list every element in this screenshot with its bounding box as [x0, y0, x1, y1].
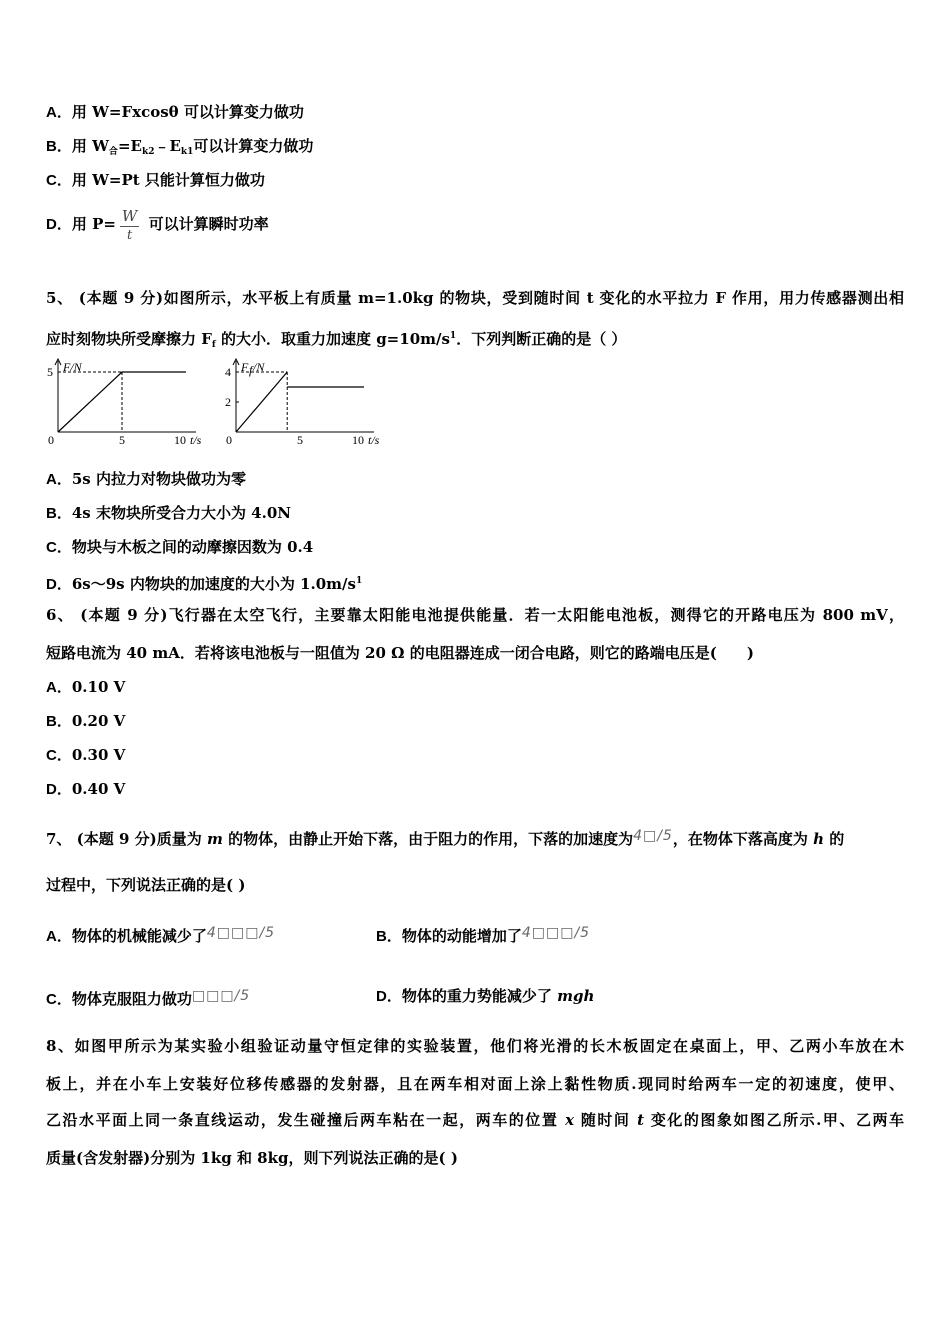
y-tick-label: 5: [47, 365, 53, 379]
option-letter: C．: [46, 991, 72, 1008]
chart-ff-vs-t: [218, 355, 398, 454]
option-text: 物体的重力势能减少了: [401, 987, 558, 1005]
stem-text: 应时刻物块所受摩擦力 F: [46, 330, 212, 348]
q7-option-a: [46, 923, 275, 947]
option-text: 物体克服阻力做功: [71, 990, 192, 1008]
x-tick-label: 0: [226, 433, 232, 447]
option-text: 物体的机械能减少了: [71, 927, 207, 945]
stem-text: 变化的图象如图乙所示.甲、乙两车: [644, 1111, 904, 1129]
q6-stem-line1: 6、 (本题 9 分)飞行器在太空飞行，主要靠太阳能电池提供能量．若一太阳能电池板，测得它的开路电压为 800 mV，: [46, 606, 904, 624]
q4-option-a: [46, 102, 304, 123]
x-tick-label: 10: [174, 433, 186, 447]
option-text: 0.20 V: [71, 712, 126, 730]
q4-option-d: [46, 204, 269, 245]
option-text: 用 W=Fxcosθ 可以计算变力做功: [71, 103, 304, 121]
q7-option-d: [376, 986, 594, 1007]
option-text: 0.30 V: [71, 746, 126, 764]
q5-stem-line2: [46, 326, 626, 355]
q5-stem-line1: 5、 (本题 9 分)如图所示，水平板上有质量 m=1.0kg 的物块，受到随时间 t 变化的水平拉力 F 作用，用力传感器测出相: [46, 289, 904, 307]
q5-option-b: [46, 503, 291, 524]
q7-stem-line1: [46, 826, 844, 849]
subscript: f: [211, 340, 216, 350]
x-axis-label: t/s: [368, 433, 380, 447]
chart-ff-vs-t-svg: [218, 355, 398, 450]
q7-option-b: [376, 923, 590, 947]
option-letter: B．: [46, 505, 72, 522]
x-tick-label: 5: [119, 433, 125, 447]
formula-image-glyph: □□□/5: [191, 988, 251, 1004]
chart-f-vs-t: [40, 355, 220, 454]
stem-text: 的大小．取重力加速度 g=10m/s: [215, 330, 450, 348]
y-axis-label: F/N: [63, 360, 82, 374]
option-text: 可以计算瞬时功率: [143, 215, 269, 233]
q7-stem-line2: 过程中，下列说法正确的是( ): [46, 876, 246, 894]
q6-option-d: [46, 779, 125, 800]
option-text: ﹣E: [154, 137, 181, 155]
option-letter: A．: [46, 679, 72, 696]
formula-image-glyph: 4□□□/5: [206, 925, 276, 941]
option-letter: C．: [46, 172, 72, 189]
y-tick-label: 4: [225, 365, 231, 379]
q5-option-a: [46, 469, 246, 490]
x-tick-label: 10: [352, 433, 364, 447]
q5-option-d: [46, 571, 362, 595]
y-axis-label-subscript: f: [249, 363, 253, 377]
option-text: 用 W=Pt 只能计算恒力做功: [71, 171, 265, 189]
stem-text: ，在物体下落高度为: [672, 830, 814, 848]
option-text: 用 W: [71, 137, 109, 155]
option-text: 物体的动能增加了: [401, 927, 522, 945]
option-letter: D．: [46, 216, 72, 233]
x-tick-label: 5: [297, 433, 303, 447]
option-letter: C．: [46, 747, 72, 764]
option-text: 6s～9s 内物块的加速度的大小为 1.0m/s: [71, 575, 356, 593]
option-text: 5s 内拉力对物块做功为零: [71, 470, 246, 488]
option-letter: B．: [376, 928, 402, 945]
option-letter: B．: [46, 713, 72, 730]
variable-h: h: [813, 830, 824, 848]
q8-stem-line4: 质量(含发射器)分别为 1kg 和 8kg，则下列说法正确的是( ): [46, 1149, 458, 1167]
x-axis-label: t/s: [190, 433, 202, 447]
option-letter: D．: [376, 988, 402, 1005]
stem-text: 的: [823, 830, 845, 848]
q8-stem-line2: 板上，并在小车上安装好位移传感器的发射器，且在两车相对面上涂上黏性物质.现同时给两车一定的初速度，使甲、: [46, 1075, 904, 1093]
option-letter: D．: [46, 781, 72, 798]
y-axis-label: F: [241, 360, 249, 374]
option-text: 物块与木板之间的动摩擦因数为 0.4: [71, 538, 314, 556]
fraction-denominator: t: [127, 227, 133, 243]
subscript: k1: [180, 147, 194, 157]
q5-option-c: [46, 537, 313, 558]
q4-option-b: [46, 136, 313, 162]
y-tick-label: 2: [225, 395, 231, 409]
x-tick-label: 0: [48, 433, 54, 447]
option-letter: B．: [46, 138, 72, 155]
option-text: =E: [117, 137, 142, 155]
superscript: 1: [449, 331, 457, 341]
option-letter: D．: [46, 576, 72, 593]
option-text: 用 P=: [71, 215, 116, 233]
variable-mgh: mgh: [557, 987, 595, 1005]
superscript: 1: [355, 576, 363, 586]
stem-text: 乙沿水平面上同一条直线运动，发生碰撞后两车粘在一起，两车的位置: [46, 1111, 566, 1129]
fraction: [120, 206, 139, 245]
option-text: 0.10 V: [71, 678, 126, 696]
option-letter: A．: [46, 471, 72, 488]
stem-text: ．下列判断正确的是（ ）: [456, 330, 627, 348]
q8-stem-line3: [46, 1110, 904, 1130]
q4-option-c: [46, 170, 265, 191]
option-text: 可以计算变力做功: [193, 137, 314, 155]
option-text: 4s 末物块所受合力大小为 4.0N: [71, 504, 291, 522]
option-letter: C．: [46, 539, 72, 556]
stem-text: 7、 (本题 9 分)质量为: [46, 830, 207, 848]
formula-image-glyph: 4□□□/5: [521, 925, 591, 941]
data-series-line-rising: [236, 372, 287, 432]
q8-stem-line1: 8、如图甲所示为某实验小组验证动量守恒定律的实验装置，他们将光滑的长木板固定在桌面上，甲、乙两小车放在木: [46, 1037, 904, 1055]
stem-text: 随时间: [574, 1111, 638, 1129]
chart-f-vs-t-svg: [40, 355, 220, 450]
variable-x: x: [565, 1111, 575, 1129]
option-letter: A．: [46, 104, 72, 121]
variable-m: m: [206, 830, 223, 848]
q6-option-a: [46, 677, 125, 698]
y-axis-label-unit: /N: [253, 360, 265, 374]
stem-text: 的物体，由静止开始下落，由于阻力的作用，下落的加速度为: [222, 830, 634, 848]
q6-option-b: [46, 711, 125, 732]
formula-image-glyph: 4□/5: [633, 828, 673, 844]
option-text: 0.40 V: [71, 780, 126, 798]
subscript: k2: [141, 147, 155, 157]
subscript: 合: [108, 147, 118, 157]
q6-stem-line2: 短路电流为 40 mA．若将该电池板与一阻值为 20 Ω 的电阻器连成一闭合电路，则它的路端电压是( ): [46, 644, 754, 662]
option-letter: A．: [46, 928, 72, 945]
q7-option-c: [46, 986, 250, 1010]
fraction-numerator: W: [121, 206, 138, 225]
variable-t: t: [637, 1111, 645, 1129]
q6-option-c: [46, 745, 125, 766]
